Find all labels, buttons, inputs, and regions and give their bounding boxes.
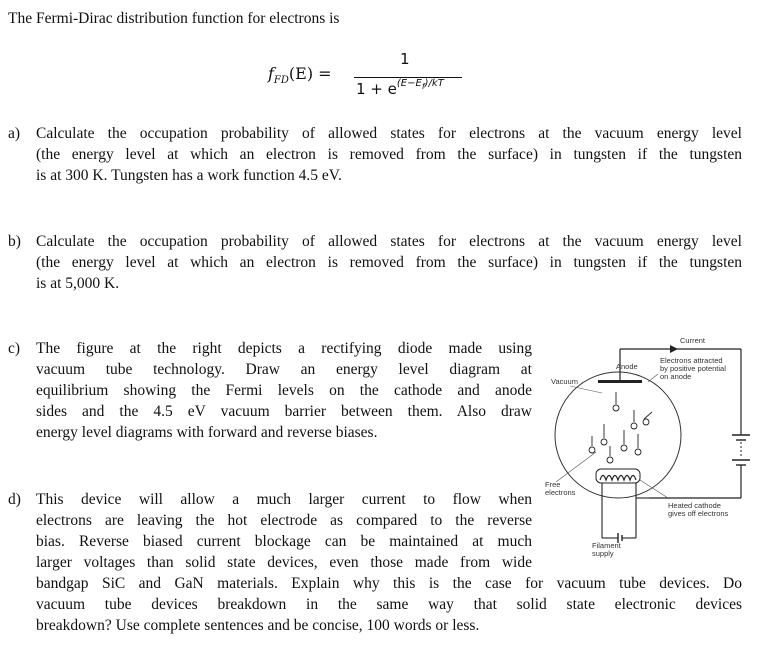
vacuum-tube-figure: [540, 330, 762, 565]
attracted-pointer: [648, 374, 658, 382]
electron-5: [635, 449, 641, 455]
part-b-text: Calculate the occupation probability of allowed states for electrons at the vacuum energy level (the energy level at which an electron is removed from the surface) in tungsten if the tungsten is at 5,000 K.: [36, 233, 742, 292]
current-arrow: [670, 345, 678, 353]
electron-2: [631, 423, 637, 429]
electron-4: [621, 445, 627, 451]
part-d-marker: d): [8, 491, 21, 508]
label-free-electrons: Free electrons: [545, 480, 576, 497]
anode-plate: [598, 380, 642, 383]
free-electrons-pointer: [556, 452, 596, 482]
label-anode: Anode: [616, 362, 638, 371]
electron-8: [643, 419, 649, 425]
formula-numerator: 1: [400, 50, 410, 68]
label-heated-cathode: Heated cathode gives off electrons: [668, 501, 729, 518]
label-electrons-attracted: Electrons attracted by positive potential on anode: [660, 356, 726, 381]
electron-3: [601, 439, 607, 445]
electron-1: [613, 405, 619, 411]
electron-6: [607, 457, 613, 463]
part-d-text-narrow: This device will allow a much larger current to flow when electrons are leaving the hot electrode as compared to the reverse bias. Reverse biased current blockage can be maintained at much larger voltages than solid state devices, even those made from wide: [36, 491, 532, 571]
part-b-marker: b): [8, 233, 21, 250]
formula-lhs: $f_{FD}(E)$ =: [268, 64, 332, 87]
formula-denominator: $1 + e^{(E-E_f)/kT}$: [356, 78, 444, 98]
electron-paths: [589, 392, 652, 463]
heated-cathode-coil: [600, 476, 636, 481]
electron-path-8: [644, 412, 652, 419]
label-current: Current: [680, 336, 706, 345]
cathode-pointer: [640, 480, 668, 498]
label-vacuum: Vacuum: [551, 377, 578, 386]
part-a-text: Calculate the occupation probability of allowed states for electrons at the vacuum energy level (the energy level at which an electron is removed from the surface) in tungsten if the tungsten is at 300 K. Tungsten has a work function 4.5 eV.: [36, 125, 742, 184]
electron-7: [589, 447, 595, 453]
tube-diagram-svg: [540, 330, 762, 565]
part-d-text-wide: bandgap SiC and GaN materials. Explain why this is the case for vacuum tube devices. Do vacuum tube devices breakdown in the same way that solid state electronic devices breakdown? Use complete sentences and be concise, 100 words or less.: [36, 575, 742, 634]
part-a-marker: a): [8, 125, 21, 142]
fermi-dirac-formula: [268, 44, 488, 104]
intro-text: The Fermi-Dirac distribution function for electrons is: [8, 10, 340, 27]
part-c-text: The figure at the right depicts a rectifying diode made using vacuum tube technology. Draw an energy level diagram at equilibrium showing the Fermi levels on the cathode and anode sides and the 4.5 eV vacuum barrier between them. Also draw energy level diagrams with forward and reverse biases.: [36, 340, 532, 441]
label-filament-supply: Filament supply: [592, 541, 621, 558]
part-c-marker: c): [8, 340, 21, 357]
